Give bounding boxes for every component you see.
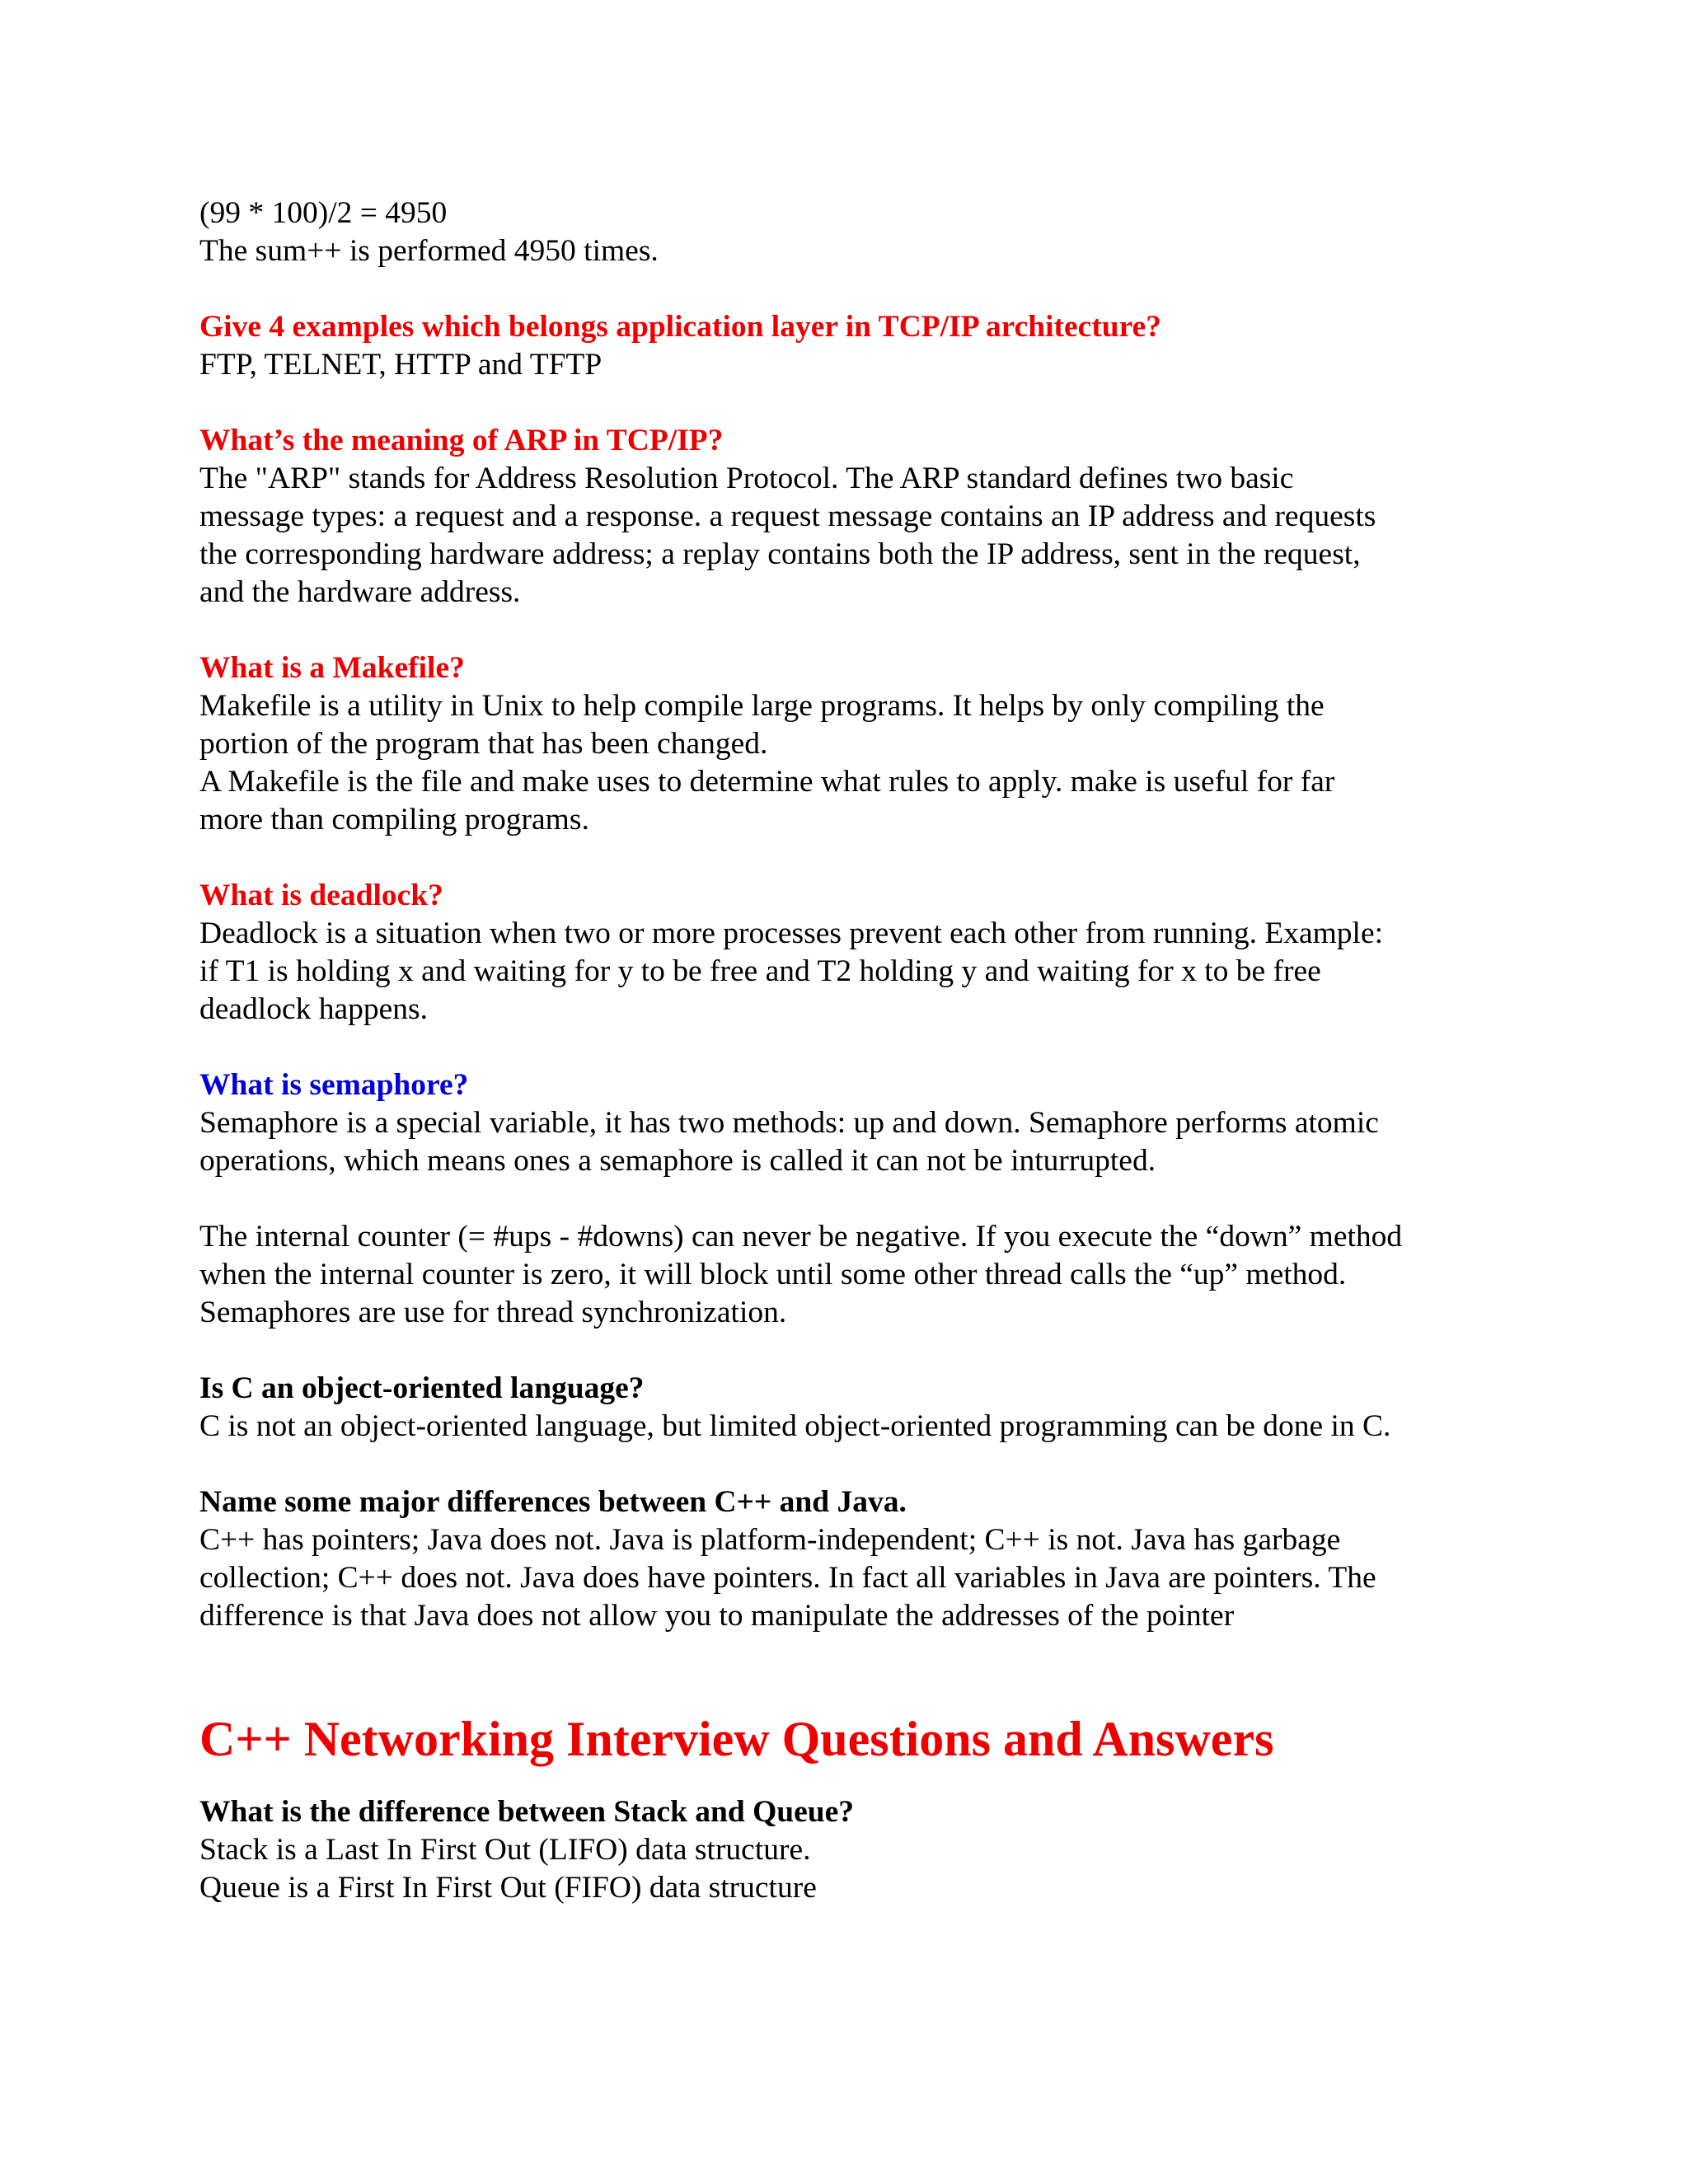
- answer-line: The internal counter (= #ups - #downs) can never be negative. If you execute the “down” method: [199, 1220, 1403, 1254]
- answer-line: Deadlock is a situation when two or more processes prevent each other from running. Example:: [199, 916, 1384, 950]
- answer-line: when the internal counter is zero, it will block until some other thread calls the “up” method.: [199, 1258, 1347, 1291]
- answer-line: deadlock happens.: [199, 992, 428, 1026]
- answer-line: portion of the program that has been changed.: [199, 727, 768, 761]
- answer-line: The "ARP" stands for Address Resolution Protocol. The ARP standard defines two basic: [199, 462, 1294, 495]
- answer-line: Queue is a First In First Out (FIFO) data structure: [199, 1871, 817, 1905]
- document-page: [199, 194, 1502, 1945]
- answer-line: FTP, TELNET, HTTP and TFTP: [199, 348, 603, 382]
- answer-line: if T1 is holding x and waiting for y to be free and T2 holding y and waiting for x to be free: [199, 954, 1321, 988]
- answer-line: difference is that Java does not allow you to manipulate the addresses of the pointer: [199, 1599, 1235, 1633]
- intro-block: [199, 194, 1502, 270]
- answer-line: operations, which means ones a semaphore is called it can not be inturrupted.: [199, 1144, 1156, 1178]
- question-heading: What is a Makefile?: [199, 651, 465, 685]
- semaphore-extra-paragraph: [199, 1218, 1502, 1332]
- qa-block-arp: [199, 422, 1502, 612]
- answer-line: A Makefile is the file and make uses to determine what rules to apply. make is useful for far: [199, 765, 1335, 799]
- question-heading: Name some major differences between C++ and Java.: [199, 1485, 907, 1519]
- answer-line: C is not an object-oriented language, but limited object-oriented programming can be done in C.: [199, 1409, 1391, 1443]
- question-heading: What’s the meaning of ARP in TCP/IP?: [199, 424, 724, 457]
- answer-line: more than compiling programs.: [199, 803, 589, 837]
- question-heading: Give 4 examples which belongs application layer in TCP/IP architecture?: [199, 310, 1162, 344]
- qa-block-cpp-vs-java: [199, 1483, 1502, 1635]
- question-heading: What is semaphore?: [199, 1068, 469, 1102]
- question-heading: What is the difference between Stack and Queue?: [199, 1795, 855, 1829]
- answer-line: message types: a request and a response. a request message contains an IP address and requests: [199, 499, 1376, 533]
- answer-line: C++ has pointers; Java does not. Java is platform-independent; C++ is not. Java has garbage: [199, 1523, 1341, 1557]
- answer-line: Semaphore is a special variable, it has two methods: up and down. Semaphore performs atomic: [199, 1106, 1379, 1140]
- qa-block-semaphore: [199, 1066, 1502, 1180]
- qa-block-stack-vs-queue: [199, 1793, 1502, 1907]
- answer-line: Semaphores are use for thread synchronization.: [199, 1296, 787, 1329]
- qa-block-deadlock: [199, 877, 1502, 1029]
- qa-block-makefile: [199, 649, 1502, 839]
- qa-block-c-object-oriented: [199, 1370, 1502, 1446]
- answer-line: Makefile is a utility in Unix to help compile large programs. It helps by only compiling the: [199, 689, 1325, 723]
- intro-line: The sum++ is performed 4950 times.: [199, 234, 659, 268]
- answer-line: Stack is a Last In First Out (LIFO) data structure.: [199, 1833, 811, 1867]
- answer-line: the corresponding hardware address; a replay contains both the IP address, sent in the request,: [199, 537, 1361, 571]
- section-title: C++ Networking Interview Questions and Answers: [199, 1712, 1274, 1766]
- question-heading: What is deadlock?: [199, 879, 443, 912]
- answer-line: collection; C++ does not. Java does have pointers. In fact all variables in Java are pointers. The: [199, 1561, 1376, 1595]
- intro-line: (99 * 100)/2 = 4950: [199, 196, 448, 230]
- question-heading: Is C an object-oriented language?: [199, 1371, 645, 1405]
- answer-line: and the hardware address.: [199, 575, 521, 609]
- qa-block-application-layer: [199, 308, 1502, 384]
